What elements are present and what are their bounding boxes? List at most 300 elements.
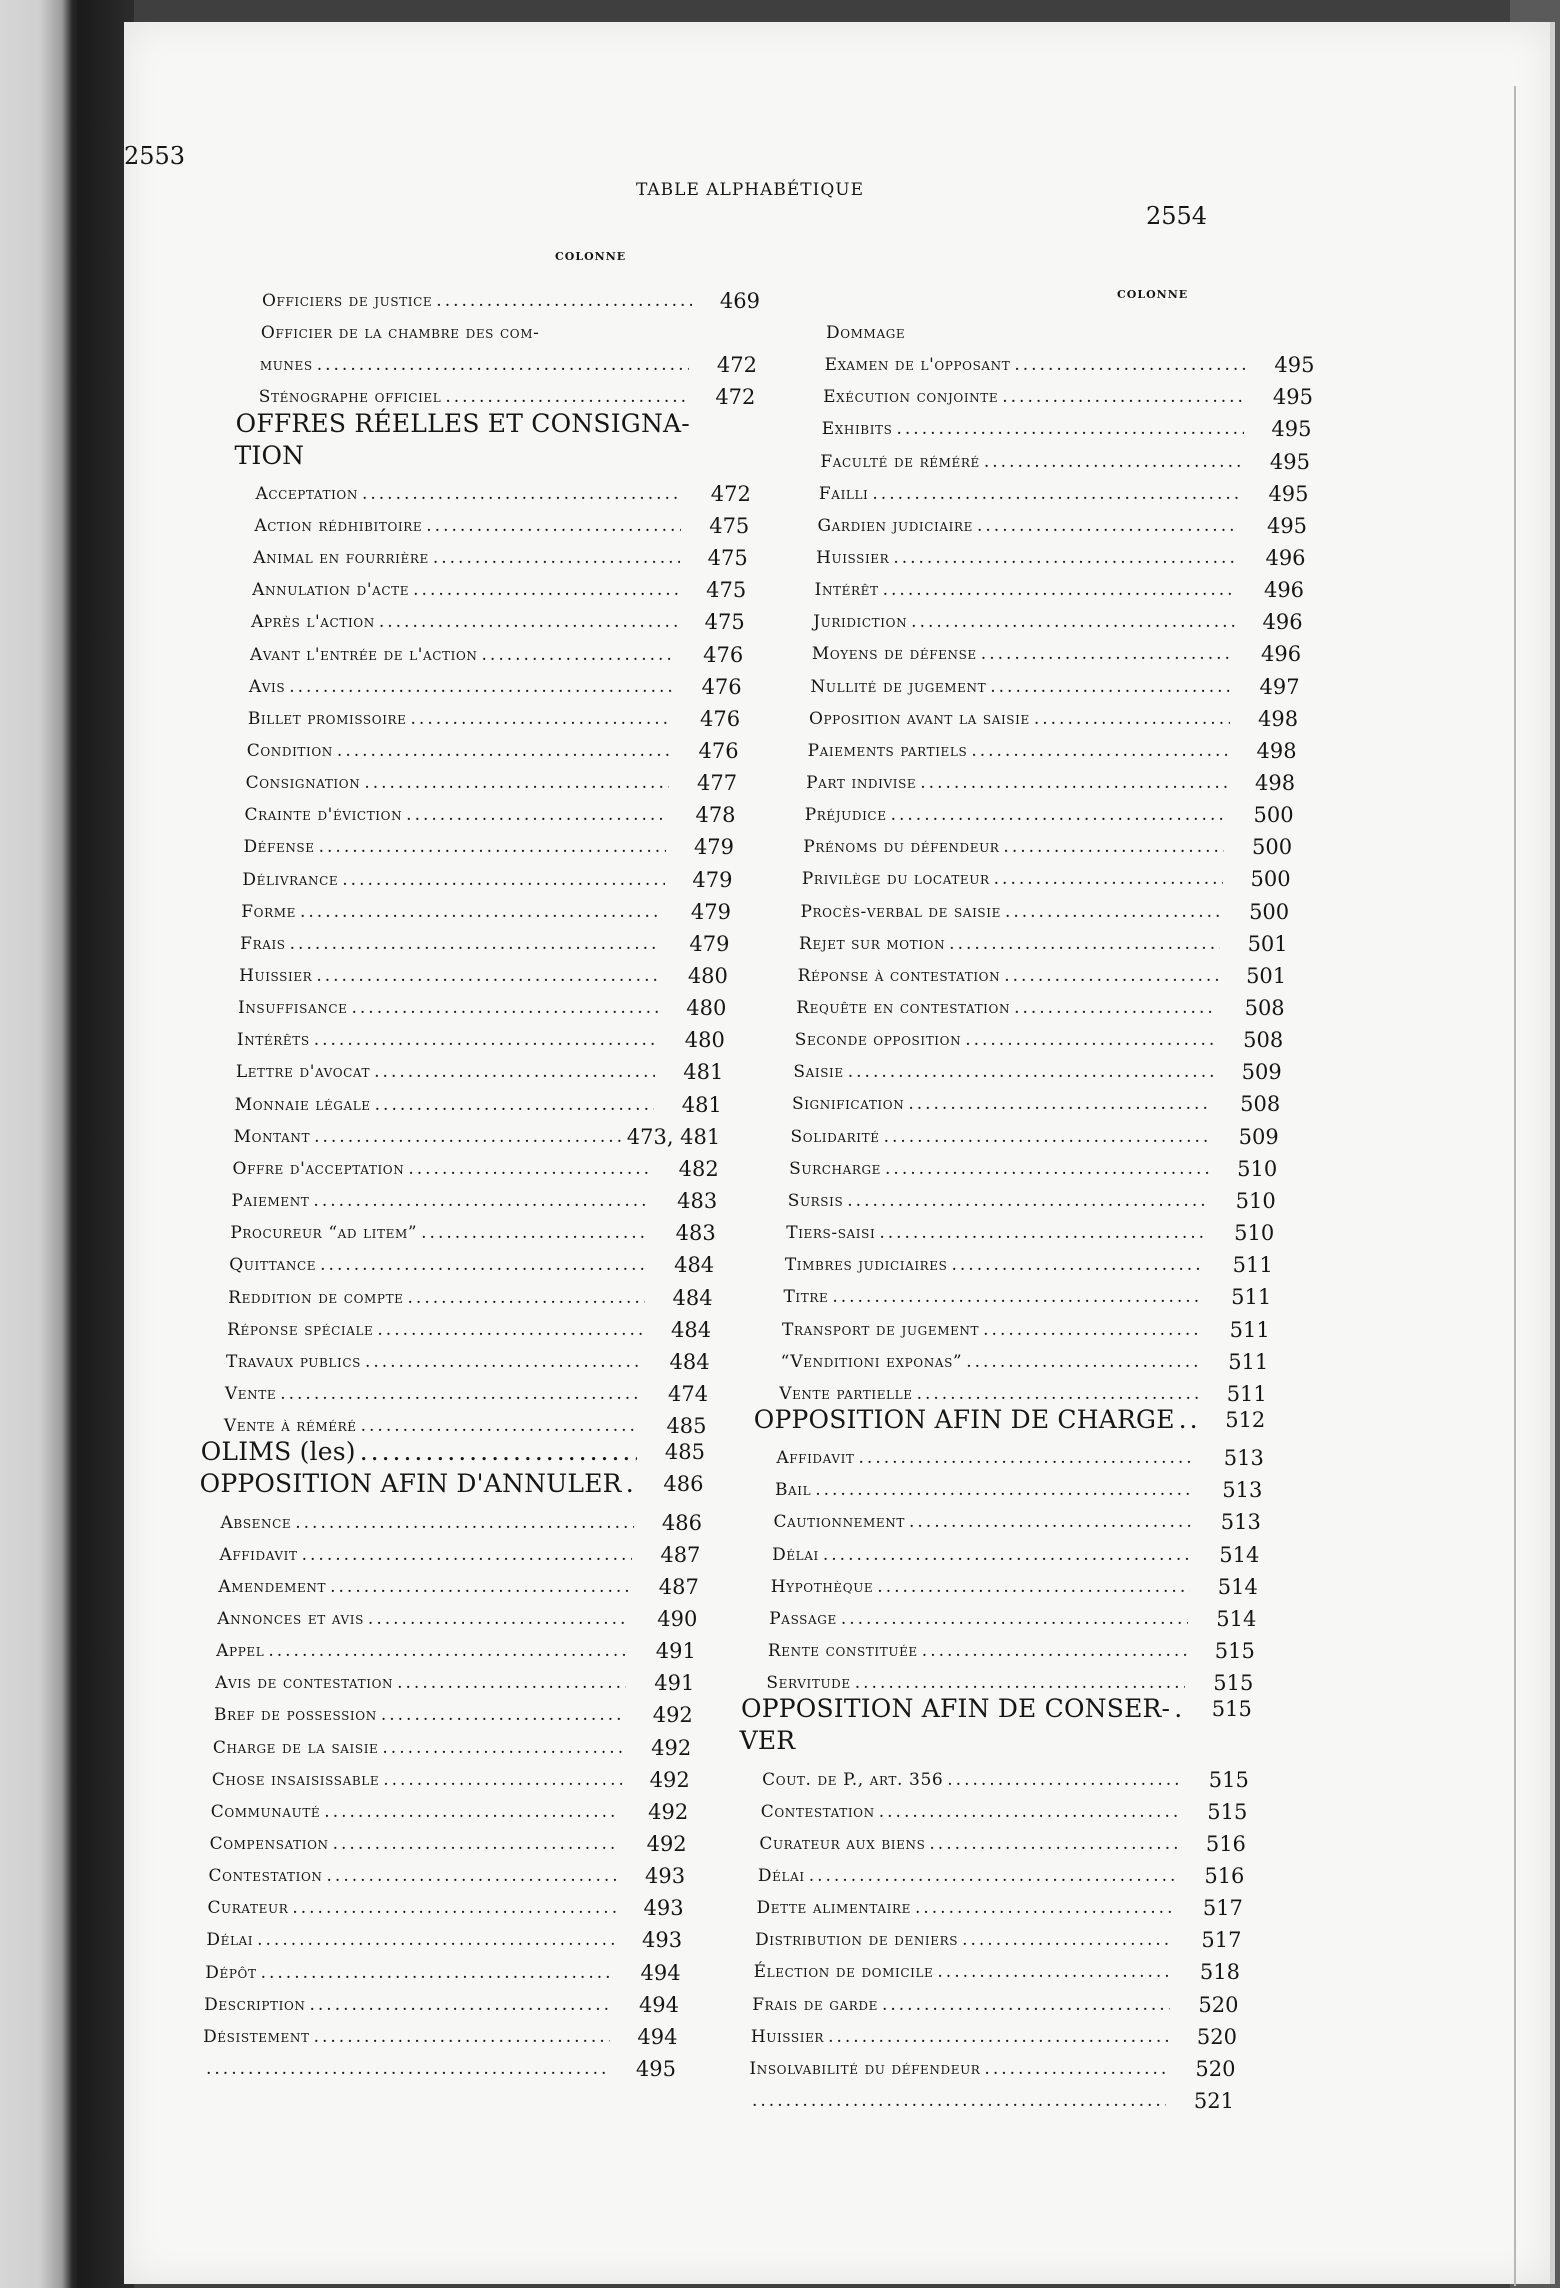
column-number: 475 <box>704 610 745 635</box>
dot-leader <box>815 1479 1194 1501</box>
index-entry <box>793 1053 1281 1083</box>
entry-text: Timbres judiciaires <box>784 1255 948 1276</box>
index-entry <box>260 346 757 376</box>
index-entry <box>238 989 726 1019</box>
entry-text: Transport de jugement <box>782 1319 980 1340</box>
entry-text: Part indivise <box>806 773 917 794</box>
index-entry <box>209 1857 686 1887</box>
entry-text: Travaux publics <box>226 1351 361 1372</box>
index-entry <box>813 603 1302 633</box>
entry-text: Bail <box>774 1480 812 1501</box>
entry-text: Rente constituée <box>767 1640 918 1661</box>
column-number: 517 <box>1202 1896 1243 1921</box>
index-entry <box>207 1889 683 1919</box>
column-number: 493 <box>645 1864 686 1889</box>
index-entry <box>798 957 1287 987</box>
index-entry <box>810 668 1299 698</box>
column-number: 495 <box>635 2057 676 2081</box>
index-entry <box>748 2082 1234 2112</box>
entry-text: Quittance <box>229 1255 317 1276</box>
dot-leader <box>364 772 669 794</box>
column-number: 480 <box>687 964 728 989</box>
page-edge-line <box>1514 86 1516 2286</box>
dot-leader <box>896 418 1243 440</box>
index-entry <box>768 1632 1255 1662</box>
column-number: 498 <box>1258 706 1299 731</box>
column-number: 511 <box>1231 1285 1272 1310</box>
entry-text: Dommage <box>826 323 906 343</box>
index-heading <box>200 1433 705 1467</box>
entry-text: Examen de l'opposant <box>824 355 1011 376</box>
index-entry <box>211 1793 688 1823</box>
dot-leader <box>1014 997 1217 1019</box>
index-entry <box>781 1343 1269 1373</box>
entry-text: Dette alimentaire <box>756 1898 911 1919</box>
column-number: 492 <box>649 1767 690 1792</box>
column-number: 496 <box>1263 578 1305 603</box>
index-entry <box>210 1825 687 1855</box>
index-entry <box>806 764 1295 794</box>
dot-leader <box>280 1383 640 1405</box>
index-entry <box>825 346 1315 376</box>
entry-text: Sursis <box>787 1190 844 1211</box>
dot-leader <box>337 740 671 762</box>
entry-text: Billet promissoire <box>247 708 407 729</box>
index-entry <box>247 732 739 762</box>
column-label-left: COLONNE <box>555 250 627 263</box>
column-number: 484 <box>669 1349 710 1374</box>
index-entry <box>752 1986 1238 2016</box>
column-label-right: COLONNE <box>1117 288 1189 301</box>
dot-leader <box>382 1737 623 1759</box>
index-entry <box>805 796 1294 826</box>
column-number: 491 <box>654 1671 695 1696</box>
column-number: 475 <box>707 546 748 571</box>
entry-text: Moyens de défense <box>811 644 977 665</box>
index-entry <box>235 1086 722 1116</box>
index-entry <box>791 1118 1279 1148</box>
column-number: 492 <box>646 1831 687 1856</box>
dot-leader <box>360 1441 637 1463</box>
column-number: 493 <box>642 1928 683 1953</box>
index-entry <box>809 700 1298 730</box>
dot-leader <box>962 1929 1173 1951</box>
column-number: 476 <box>701 674 742 699</box>
index-entry <box>782 1311 1270 1341</box>
dot-leader <box>872 483 1240 505</box>
index-entry <box>819 475 1309 505</box>
index-entry <box>226 1343 710 1373</box>
column-number: 492 <box>651 1735 692 1760</box>
entry-text: Après l'action <box>251 612 375 633</box>
entry-text: Reddition de compte <box>228 1287 404 1308</box>
column-number: 511 <box>1226 1381 1267 1406</box>
column-number: 491 <box>655 1639 696 1664</box>
column-number: 501 <box>1246 963 1287 988</box>
column-number: 515 <box>1208 1767 1249 1792</box>
dot-leader <box>977 515 1239 537</box>
index-entry <box>216 1632 696 1662</box>
dot-leader <box>365 1351 642 1373</box>
dot-leader <box>300 901 663 923</box>
column-number: 496 <box>1260 642 1302 667</box>
entry-text: “Venditioni exponas” <box>780 1351 963 1372</box>
index-entry <box>774 1503 1261 1533</box>
dot-leader <box>990 676 1231 698</box>
entry-text: Prénoms du défendeur <box>803 837 1000 858</box>
dot-leader <box>929 1833 1178 1855</box>
dot-leader <box>909 1511 1193 1533</box>
column-number: 511 <box>1229 1317 1270 1342</box>
column-number: 483 <box>675 1221 716 1246</box>
entry-text: Tiers-saisi <box>786 1223 876 1244</box>
entry-text: Annonces et avis <box>217 1608 364 1629</box>
entry-text: Frais <box>240 933 286 954</box>
heading-text: OPPOSITION AFIN D'ANNULER <box>199 1469 622 1499</box>
dot-leader <box>983 1319 1202 1341</box>
dot-leader <box>330 1576 631 1598</box>
column-number: 475 <box>706 578 747 603</box>
index-entry <box>775 1471 1262 1501</box>
dot-leader <box>828 2026 1169 2048</box>
entry-text: Exhibits <box>821 419 893 440</box>
column-number: 513 <box>1222 1478 1263 1503</box>
dot-leader <box>289 676 673 698</box>
column-number: 493 <box>643 1896 684 1921</box>
index-entry <box>217 1600 697 1630</box>
dot-leader <box>379 611 677 633</box>
entry-text: Officiers de justice <box>262 291 433 311</box>
column-number: 500 <box>1249 899 1290 924</box>
index-heading <box>739 1722 1251 1756</box>
index-entry <box>817 507 1307 537</box>
dot-leader <box>626 1473 636 1495</box>
index-entry <box>252 571 746 601</box>
entry-text: Passage <box>769 1608 837 1629</box>
index-entry <box>214 1696 693 1726</box>
dot-leader <box>320 1254 646 1276</box>
column-number: 494 <box>640 1960 681 1985</box>
entry-text: Gardien judiciaire <box>817 515 973 536</box>
index-entry <box>213 1729 691 1759</box>
index-entry <box>237 1021 725 1051</box>
column-number: 514 <box>1219 1542 1260 1567</box>
column-number: 486 <box>663 1472 704 1497</box>
index-entry <box>233 1150 719 1180</box>
dot-leader <box>406 804 667 826</box>
column-number: 514 <box>1216 1606 1257 1631</box>
column-number: 492 <box>652 1703 693 1728</box>
dot-leader <box>377 1319 643 1341</box>
entry-text: Bref de possession <box>214 1705 377 1726</box>
column-number: 473, 481 <box>626 1124 721 1149</box>
entry-text: Privilège du locateur <box>801 869 990 890</box>
column-number: 515 <box>1213 1671 1254 1696</box>
index-entry <box>785 1246 1273 1276</box>
dot-leader <box>351 997 658 1019</box>
dot-leader <box>314 1029 657 1051</box>
dot-leader <box>882 1994 1170 2016</box>
column-number: 495 <box>1266 513 1308 538</box>
entry-text: Avis de contestation <box>215 1673 394 1694</box>
column-number: 480 <box>684 1028 725 1053</box>
index-entry <box>249 668 742 698</box>
entry-text: Curateur <box>207 1898 289 1919</box>
entry-text: Cout. de P., art. 356 <box>762 1769 944 1790</box>
entry-text: Monnaie légale <box>234 1094 371 1115</box>
column-number: 479 <box>692 867 733 892</box>
entry-text: Distribution de deniers <box>755 1930 959 1951</box>
index-entry <box>812 635 1301 665</box>
dot-leader <box>397 1672 626 1694</box>
index-entry <box>236 1053 724 1083</box>
dot-leader <box>981 643 1233 665</box>
dot-leader <box>848 1061 1214 1083</box>
dot-leader <box>1002 386 1245 408</box>
column-number: 495 <box>1269 449 1311 474</box>
column-number: 495 <box>1274 353 1315 378</box>
dot-leader <box>841 1608 1189 1630</box>
entry-text: Affidavit <box>776 1448 855 1469</box>
entry-text: Officier de la chambre des com- <box>260 323 540 344</box>
dot-leader <box>1034 708 1230 730</box>
index-entry <box>783 1278 1271 1308</box>
column-number: 484 <box>671 1317 712 1342</box>
index-entry <box>802 860 1291 890</box>
column-number: 520 <box>1196 2024 1237 2049</box>
dot-leader <box>342 869 664 891</box>
column-number: 472 <box>716 353 757 378</box>
running-title: TABLE ALPHABÉTIQUE <box>635 180 865 200</box>
index-entry <box>261 314 759 344</box>
entry-text: Failli <box>818 483 869 504</box>
dot-leader <box>879 1222 1206 1244</box>
column-number: 481 <box>683 1060 724 1085</box>
dot-leader <box>313 1190 649 1212</box>
column-number: 492 <box>648 1799 689 1824</box>
index-entry <box>751 2018 1237 2048</box>
index-entry <box>205 1954 680 1984</box>
entry-text: Huissier <box>750 2026 825 2047</box>
index-entry <box>759 1825 1246 1855</box>
column-number: 478 <box>695 803 736 828</box>
index-entry <box>792 1085 1280 1115</box>
index-entry <box>212 1761 690 1791</box>
column-number: 490 <box>657 1606 698 1631</box>
index-entry <box>234 1118 721 1148</box>
dot-leader <box>922 1640 1187 1662</box>
dot-leader <box>752 2090 1166 2112</box>
dot-leader <box>426 515 681 537</box>
entry-text: Exécution conjointe <box>823 387 999 408</box>
dot-leader <box>891 804 1226 826</box>
index-entry <box>795 1021 1283 1051</box>
heading-text: OPPOSITION AFIN DE CONSER- <box>741 1694 1171 1724</box>
column-number: 479 <box>693 835 735 860</box>
column-number: 495 <box>1272 385 1313 410</box>
column-number: 512 <box>1225 1407 1266 1432</box>
index-entry <box>820 443 1310 473</box>
dot-leader <box>877 1576 1190 1598</box>
index-entry <box>796 989 1284 1019</box>
entry-text: Action rédhibitoire <box>254 516 423 537</box>
entry-text: Animal en fourrière <box>253 548 429 569</box>
entry-text: Lettre d'avocat <box>235 1062 371 1083</box>
entry-text: Intérêts <box>236 1030 310 1051</box>
dot-leader <box>809 1865 1177 1887</box>
entry-text: Délai <box>206 1930 254 1951</box>
index-entry <box>786 1214 1274 1244</box>
entry-text: Défense <box>243 837 315 858</box>
entry-text: Huissier <box>239 966 313 987</box>
entry-text: Avis <box>248 676 286 697</box>
dot-leader <box>947 1769 1181 1791</box>
dot-leader <box>316 965 660 987</box>
index-entry <box>225 1375 708 1405</box>
dot-leader <box>408 1158 650 1180</box>
entry-text: Affidavit <box>219 1544 298 1565</box>
column-number: 487 <box>660 1542 701 1567</box>
dot-leader <box>949 933 1219 955</box>
entry-text: Paiements partiels <box>807 740 968 761</box>
dot-leader <box>310 1994 612 2016</box>
entry-text: Curateur aux biens <box>759 1833 926 1854</box>
column-number: 514 <box>1217 1574 1258 1599</box>
dot-leader <box>952 1254 1205 1276</box>
entry-text: Rejet sur motion <box>799 933 946 954</box>
dot-leader <box>374 1061 655 1083</box>
dot-leader <box>317 354 689 376</box>
entry-text: Offre d'acceptation <box>232 1158 405 1179</box>
column-number: 497 <box>1259 674 1300 699</box>
index-entry <box>757 1889 1243 1919</box>
index-entry <box>749 2050 1235 2080</box>
column-number: 476 <box>698 739 739 764</box>
entry-text: Annulation d'acte <box>252 580 410 601</box>
dot-leader <box>884 1126 1211 1148</box>
entry-text: Délivrance <box>242 869 339 890</box>
index-entry <box>758 1857 1245 1887</box>
entry-text: Huissier <box>816 548 890 569</box>
index-entry <box>215 1664 694 1694</box>
page-number-right: 2554 <box>1146 202 1208 230</box>
column-number: 515 <box>1214 1638 1255 1663</box>
index-entry <box>771 1568 1258 1598</box>
column-number: 521 <box>1193 2089 1234 2113</box>
entry-text: Vente partielle <box>779 1383 913 1404</box>
entry-text: Faculté de réméré <box>820 451 980 472</box>
index-entry <box>826 314 1316 344</box>
entry-text: Amendement <box>218 1576 327 1597</box>
dot-leader <box>937 1961 1172 1983</box>
index-entry <box>253 539 748 569</box>
column-number: 511 <box>1232 1253 1273 1278</box>
heading-text: OLIMS (les) <box>200 1437 356 1467</box>
index-entry <box>254 507 749 537</box>
column-number: 518 <box>1199 1960 1240 1985</box>
index-entry <box>241 893 731 923</box>
entry-text: Communauté <box>210 1801 321 1822</box>
entry-text: Nullité de jugement <box>810 676 987 697</box>
index-entry <box>815 571 1304 601</box>
column-number: 510 <box>1234 1221 1275 1246</box>
dot-leader <box>994 868 1223 890</box>
column-number: 494 <box>637 2024 678 2049</box>
column-number: 511 <box>1228 1349 1269 1374</box>
dot-leader <box>1005 901 1221 923</box>
index-entry <box>251 603 745 633</box>
column-number: 472 <box>715 385 756 410</box>
dot-leader <box>268 1640 628 1662</box>
index-entry <box>246 764 737 794</box>
dot-leader <box>411 708 673 730</box>
index-entry <box>250 636 743 666</box>
dot-leader <box>859 1447 1196 1469</box>
index-entry <box>230 1214 715 1244</box>
entry-text: Contestation <box>208 1866 323 1887</box>
index-entry <box>255 475 750 505</box>
entry-text: Délai <box>757 1865 805 1886</box>
entry-text: Montant <box>233 1126 311 1147</box>
index-heading <box>199 1465 704 1499</box>
entry-text: Avant l'entrée de l'action <box>250 644 478 665</box>
index-entry <box>218 1568 699 1598</box>
column-number: 496 <box>1262 610 1303 635</box>
entry-text: Contestation <box>760 1801 875 1822</box>
dot-leader <box>257 1929 614 1951</box>
entry-text: Condition <box>246 741 333 762</box>
entry-text: Compensation <box>209 1833 329 1854</box>
column-number: 508 <box>1240 1092 1281 1117</box>
entry-text: Consignation <box>245 773 361 794</box>
entry-text: Titre <box>783 1287 829 1308</box>
index-entry <box>776 1439 1263 1469</box>
index-entry <box>242 861 732 891</box>
column-number: 476 <box>700 706 741 731</box>
entry-text: Solidarité <box>790 1126 880 1147</box>
dot-leader <box>362 483 683 505</box>
entry-text: Signification <box>791 1094 905 1115</box>
dot-leader <box>1003 836 1224 858</box>
index-entry <box>248 700 740 730</box>
entry-text: Frais de garde <box>752 1994 878 2015</box>
dot-leader <box>1004 965 1218 987</box>
dot-leader <box>436 290 692 312</box>
dot-leader <box>292 1897 615 1919</box>
dot-leader <box>908 1093 1212 1115</box>
dot-leader <box>408 1287 645 1309</box>
column-number: 482 <box>678 1156 719 1181</box>
column-number: 472 <box>710 481 751 506</box>
index-entry <box>245 796 736 826</box>
entry-text: Procès-verbal de saisie <box>800 901 1001 922</box>
column-number: 484 <box>672 1285 713 1310</box>
column-number: 486 <box>661 1510 702 1535</box>
dot-leader <box>915 1897 1175 1919</box>
index-entry <box>762 1761 1249 1791</box>
index-entry <box>769 1600 1256 1630</box>
column-number: 510 <box>1235 1188 1276 1213</box>
column-number: 481 <box>681 1092 722 1117</box>
entry-text: Paiement <box>231 1191 310 1212</box>
entry-text: Réponse spéciale <box>227 1319 374 1340</box>
index-entry <box>262 282 760 312</box>
column-number: 495 <box>1271 417 1312 442</box>
entry-text: Cautionnement <box>773 1512 905 1533</box>
dot-leader <box>883 579 1236 601</box>
dot-leader <box>368 1608 629 1630</box>
column-number: 485 <box>666 1414 707 1439</box>
